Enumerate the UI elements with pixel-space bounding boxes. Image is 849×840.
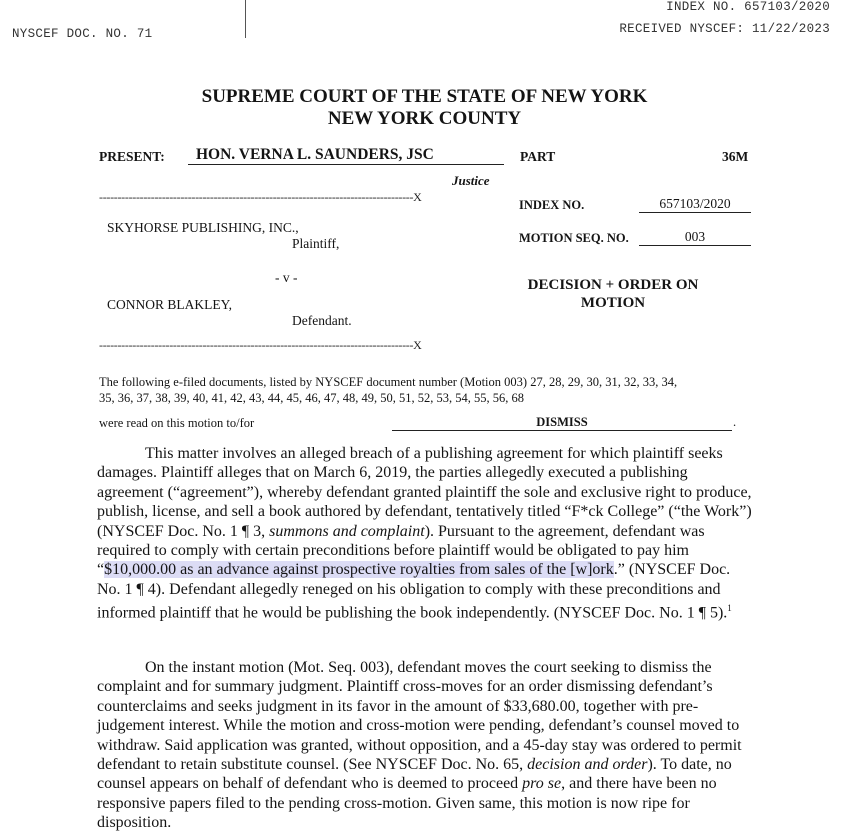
defendant-name: CONNOR BLAKLEY, xyxy=(107,297,233,312)
highlighted-quote[interactable]: $10,000.00 as an advance against prospective royalties from sales of the [w]ork xyxy=(104,561,614,579)
p2-text-a: On the instant motion (Mot. Seq. 003), defendant moves the court seeking to dismiss the complaint and for summary judgment. Plaintiff cross-moves for an order dismissing defendant’s counterclaims and seeks judgment in its favor in the amount of $33,680.00, together with pre-judgement interest. While the motion and cross-motion were pending, defendant’s counsel moved to withdraw. Said application was granted, without opposition, and a 45-day stay was ordered to permit defendant to retain substitute counsel. (See NYSCEF Doc. No. 65, xyxy=(97,659,742,774)
caption-divider-bottom: -------------------------------------------------------------------------------------X xyxy=(99,338,422,352)
p2-text-c: , and there have been no responsive papers filed to the pending cross-motion. Given same, this motion is now ripe for disposition. xyxy=(97,775,717,832)
motion-for-period: . xyxy=(733,415,737,429)
decision-title-2: MOTION xyxy=(580,295,646,311)
header-index-no: INDEX NO. 657103/2020 xyxy=(666,0,830,14)
p1-text-b: ). Pursuant to the agreement, defendant was required to comply with certain preconditions before plaintiff would be obligated to pay him “ xyxy=(97,522,705,579)
decision-title-1: DECISION + ORDER ON xyxy=(527,277,699,293)
read-on-label: were read on this motion to/for xyxy=(99,416,255,430)
part-label: PART xyxy=(520,149,556,164)
footnote-reference[interactable]: 1 xyxy=(727,603,732,614)
judge-name: HON. VERNA L. SAUNDERS, JSC xyxy=(188,146,504,165)
part-value: 36M xyxy=(722,149,749,164)
efiled-docs-line1: The following e-filed documents, listed by NYSCEF document number (Motion 003) 27, 28, 29, 30, 31, 32, 33, 34, xyxy=(99,375,678,389)
county-title: NEW YORK COUNTY xyxy=(327,108,522,129)
versus-label: - v - xyxy=(275,270,298,285)
p1-italic-citation: summons and complaint xyxy=(269,522,425,540)
nyscef-doc-no: NYSCEF DOC. NO. 71 xyxy=(12,27,153,41)
p1-text-c: .” (NYSCEF Doc. No. 1 ¶ 4). Defendant allegedly reneged on his obligation to comply with these preconditions and informed plaintiff that he would be publishing the book independently. (NYSCEF Doc. No. 1 ¶ 5). xyxy=(97,561,731,622)
plaintiff-role: Plaintiff, xyxy=(292,236,340,251)
scan-margin-line xyxy=(245,0,246,38)
motion-seq-label: MOTION SEQ. NO. xyxy=(519,231,629,245)
p2-italic-pro-se: pro se xyxy=(522,775,562,793)
justice-label: Justice xyxy=(452,173,490,188)
p2-text-b: ). To date, no counsel appears on behalf of defendant who is deemed to proceed xyxy=(97,756,732,793)
defendant-role: Defendant. xyxy=(292,313,352,328)
caption-divider-top: -------------------------------------------------------------------------------------X xyxy=(99,190,422,204)
received-date: RECEIVED NYSCEF: 11/22/2023 xyxy=(619,22,830,36)
paragraph-2 xyxy=(97,658,757,833)
court-title: SUPREME COURT OF THE STATE OF NEW YORK xyxy=(201,86,648,107)
present-label: PRESENT: xyxy=(99,149,165,164)
p1-text-a: This matter involves an alleged breach of a publishing agreement for which plaintiff seeks damages. Plaintiff alleges that on March 6, 2019, the parties allegedly executed a publishing agreement (“agreement”), whereby defendant granted plaintiff the sole and exclusive right to produce, publish, license, and sell a book authored by defendant, tentatively titled “F*ck College” (“the Work”) (NYSCEF Doc. No. 1 ¶ 3, xyxy=(97,445,752,540)
motion-for-value: DISMISS xyxy=(392,414,732,431)
index-label: INDEX NO. xyxy=(519,198,585,212)
index-value: 657103/2020 xyxy=(639,196,751,213)
efiled-docs-line2: 35, 36, 37, 38, 39, 40, 41, 42, 43, 44, 45, 46, 47, 48, 49, 50, 51, 52, 53, 54, 55, 56, 68 xyxy=(99,391,524,405)
p2-italic-citation: decision and order xyxy=(527,756,648,774)
plaintiff-name: SKYHORSE PUBLISHING, INC., xyxy=(107,220,299,235)
motion-seq-value: 003 xyxy=(639,229,751,246)
paragraph-1 xyxy=(97,444,757,623)
